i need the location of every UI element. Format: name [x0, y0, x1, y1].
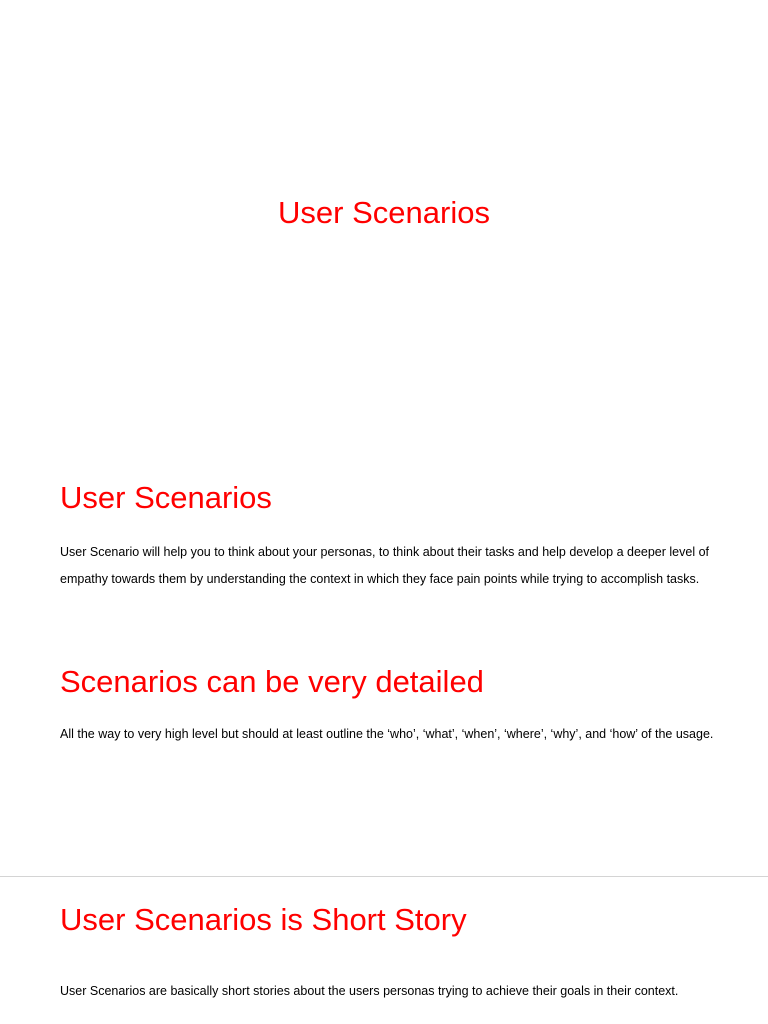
section-heading-user-scenarios: User Scenarios — [60, 480, 272, 515]
content-slide-short-story — [0, 876, 768, 1024]
section-heading-short-story: User Scenarios is Short Story — [60, 902, 467, 937]
title-slide — [0, 0, 768, 435]
slide-title: User Scenarios — [278, 195, 490, 230]
section-body-user-scenarios: User Scenario will help you to think about your personas, to think about their tasks and help develop a deeper level of empathy towards them by understanding the context in which they face pain points while trying to accomplish tasks. — [60, 545, 710, 586]
content-slide-scenarios — [0, 435, 768, 875]
section-heading-detailed: Scenarios can be very detailed — [60, 664, 484, 699]
section-body-short-story: User Scenarios are basically short stories about the users personas trying to achieve their goals in their context. — [60, 984, 679, 998]
section-body-detailed: All the way to very high level but should at least outline the ‘who’, ‘what’, ‘when’, ‘where’, ‘why’, and ‘how’ of the usage. — [60, 727, 714, 741]
